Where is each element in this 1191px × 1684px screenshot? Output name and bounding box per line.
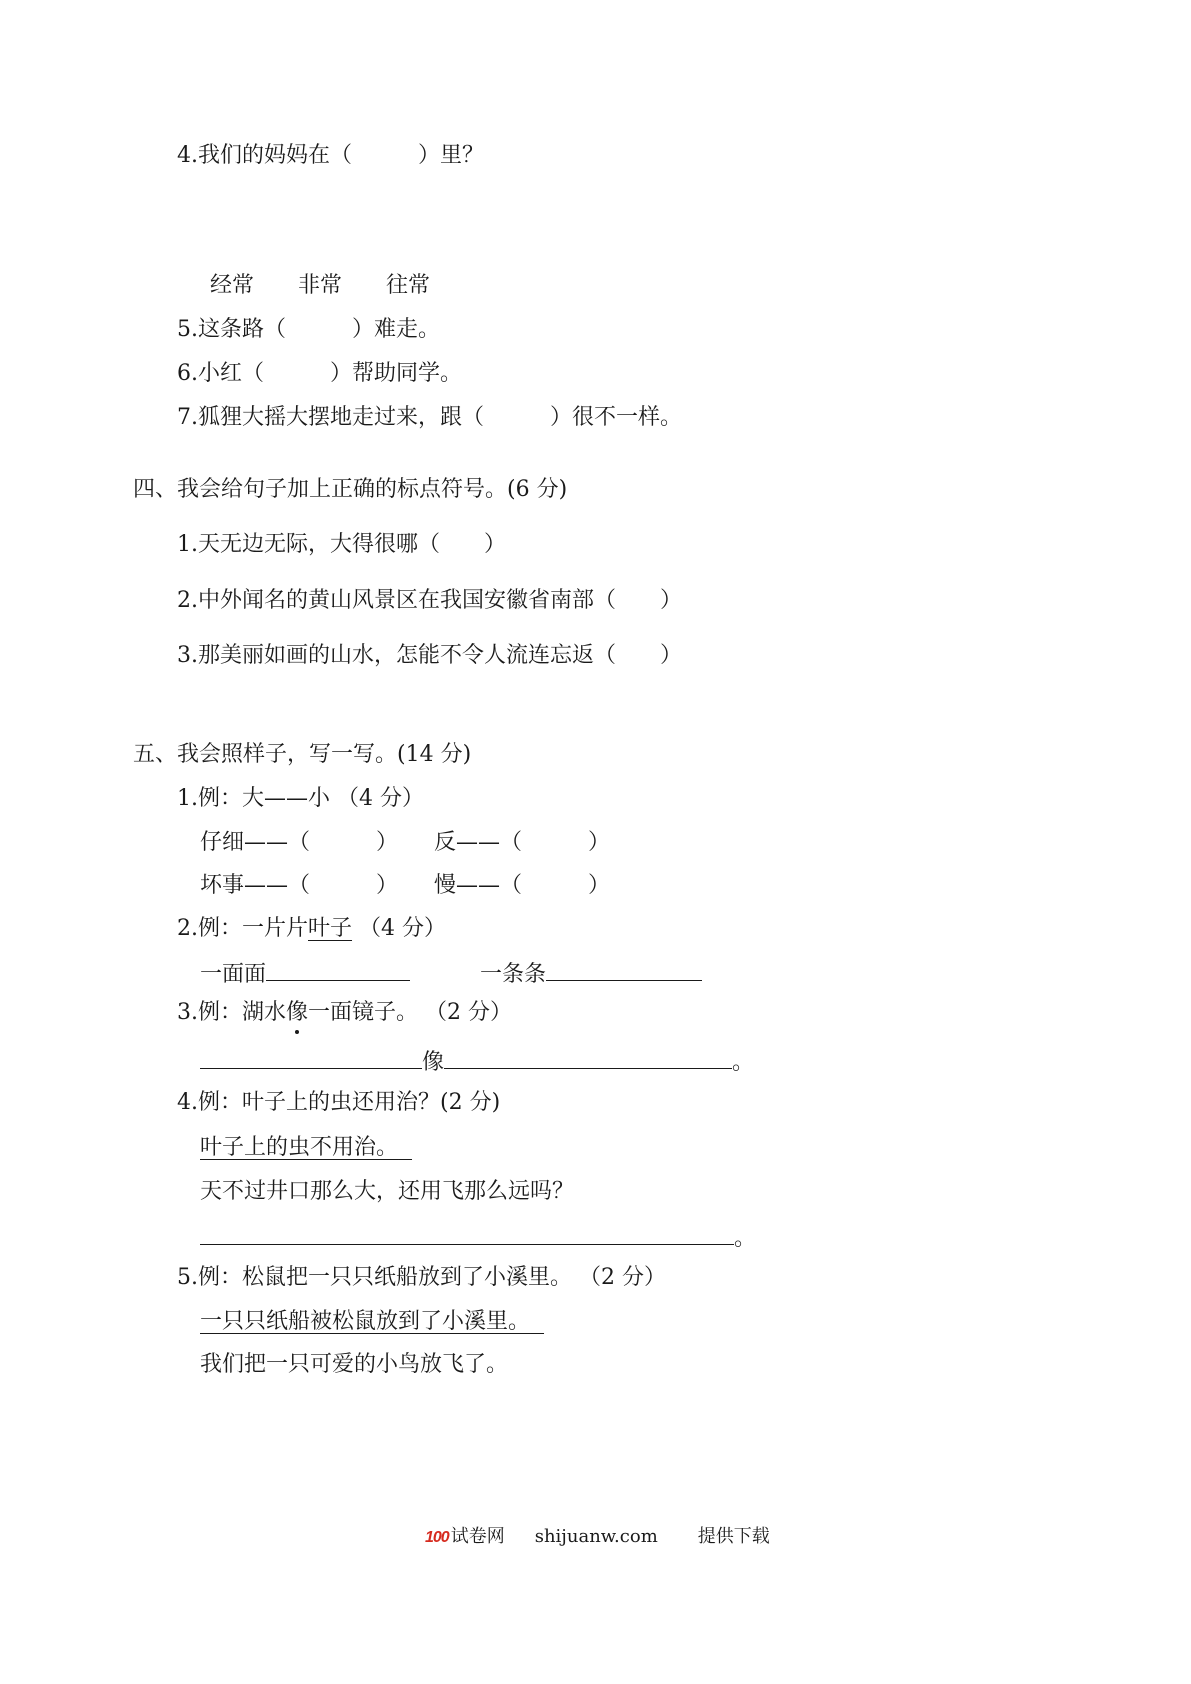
ex3-end: 。 xyxy=(732,1050,755,1075)
ex3-middle: 像 xyxy=(422,1050,445,1075)
ex5-example-underline-tail xyxy=(530,1309,544,1334)
ex5-prompt: 5.例：松鼠把一只只纸船放到了小溪里。 （2 分） xyxy=(177,1265,666,1290)
section-4-item-3: 3.那美丽如画的山水，怎能不令人流连忘返（ ） xyxy=(177,643,682,668)
footer-note: 提供下载 xyxy=(697,1526,770,1547)
ex2-item-a xyxy=(200,958,410,990)
question-6: 6.小红（ ）帮助同学。 xyxy=(177,361,462,386)
ex5-example-answer xyxy=(200,1307,544,1337)
ex2-prompt-prefix: 2.例：一片片 xyxy=(177,916,308,941)
ex2-blank-a[interactable] xyxy=(266,958,410,981)
ex2-item-b xyxy=(480,958,702,990)
ex4-example-answer-text: 叶子上的虫不用治。 xyxy=(200,1135,399,1160)
ex3-prompt-suffix: 一面镜子。 （2 分） xyxy=(308,1000,512,1025)
ex5-example-answer-text: 一只只纸船被松鼠放到了小溪里。 xyxy=(200,1309,531,1334)
site-logo: 100 xyxy=(425,1529,449,1546)
ex4-answer xyxy=(200,1222,756,1254)
section-5-title: 五、我会照样子，写一写。(14 分) xyxy=(133,742,472,767)
ex2-prompt xyxy=(177,914,446,944)
ex4-end: 。 xyxy=(734,1226,757,1251)
ex3-prompt xyxy=(177,998,512,1028)
section-4-item-1: 1.天无边无际，大得很哪（ ） xyxy=(177,532,506,557)
ex2-item-b-label: 一条条 xyxy=(480,962,547,987)
word-bank: 经常 非常 往常 xyxy=(210,273,431,298)
ex4-blank[interactable] xyxy=(200,1222,734,1245)
ex1-row1-b: 反——（ ） xyxy=(434,830,611,855)
ex1-row2-a: 坏事——（ ） xyxy=(200,873,399,898)
ex4-example-underline-tail xyxy=(398,1135,412,1160)
footer-site-name: 试卷网 xyxy=(450,1526,505,1547)
ex1-row1-a: 仔细——（ ） xyxy=(200,830,399,855)
ex3-blank-left[interactable] xyxy=(200,1046,422,1069)
ex1-row2-b: 慢——（ ） xyxy=(434,873,611,898)
question-7: 7.狐狸大摇大摆地走过来，跟（ ）很不一样。 xyxy=(177,405,682,430)
ex2-blank-b[interactable] xyxy=(546,958,702,981)
section-4-item-2: 2.中外闻名的黄山风景区在我国安徽省南部（ ） xyxy=(177,588,682,613)
ex4-prompt: 4.例：叶子上的虫还用治？(2 分) xyxy=(177,1090,501,1115)
ex5-question: 我们把一只可爱的小鸟放飞了。 xyxy=(200,1352,509,1377)
footer-url[interactable]: shijuanw.com xyxy=(534,1526,658,1547)
page-footer xyxy=(425,1524,770,1551)
ex3-prompt-prefix: 3.例：湖水 xyxy=(177,1000,286,1025)
ex4-question: 天不过井口那么大，还用飞那么远吗？ xyxy=(200,1179,575,1204)
section-4-title: 四、我会给句子加上正确的标点符号。(6 分) xyxy=(133,477,568,502)
question-4: 4.我们的妈妈在（ ）里？ xyxy=(177,143,484,168)
ex2-item-a-label: 一面面 xyxy=(200,962,267,987)
question-5: 5.这条路（ ）难走。 xyxy=(177,317,440,342)
ex2-prompt-underlined: 叶子 xyxy=(308,916,353,941)
ex4-example-answer xyxy=(200,1133,412,1163)
ex2-prompt-suffix: （4 分） xyxy=(352,916,446,941)
ex3-answer xyxy=(200,1046,754,1078)
ex3-blank-right[interactable] xyxy=(444,1046,732,1069)
ex1-prompt: 1.例：大——小 （4 分） xyxy=(177,786,424,811)
ex3-prompt-dotted: 像 xyxy=(286,998,308,1028)
